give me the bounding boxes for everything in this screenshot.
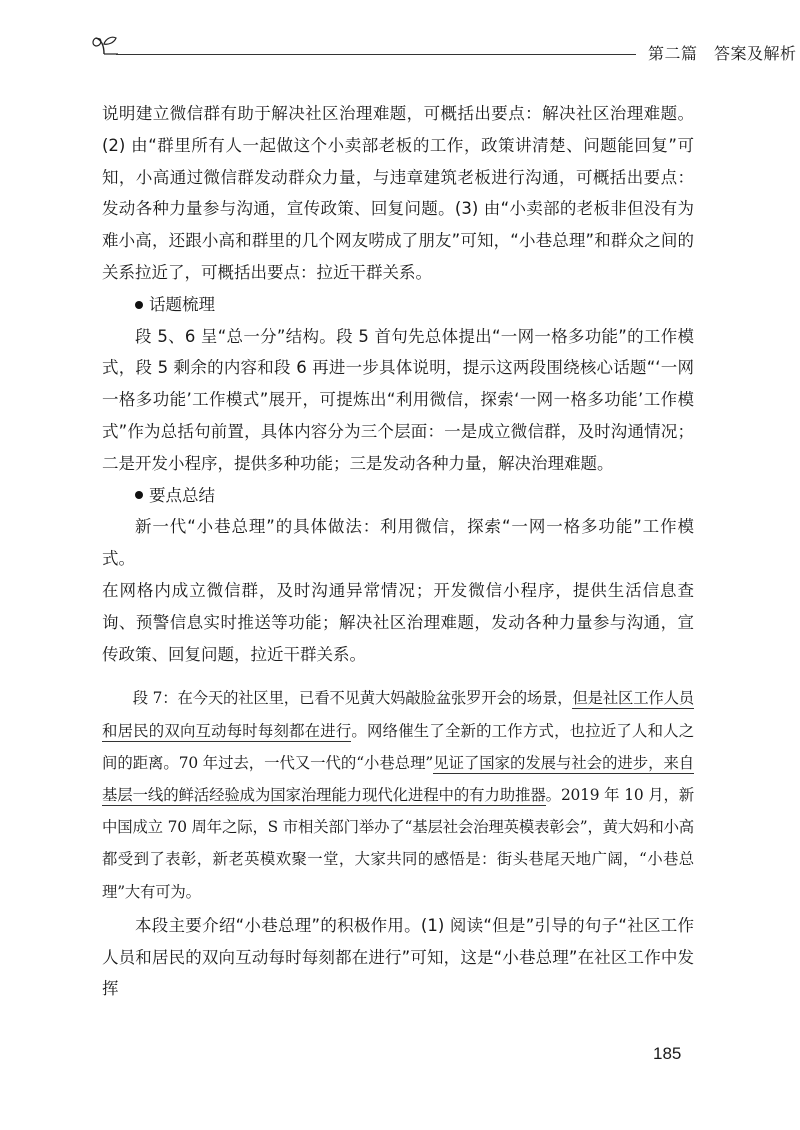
key-points-line2: 在网格内成立微信群，及时沟通异常情况；开发微信小程序，提供生活信息查询、预警信息实时推送等功能；解决社区治理难题，发动各种力量参与沟通，宣传政策、回复问题，拉近干群关系。 bbox=[102, 580, 694, 664]
page-number: 185 bbox=[653, 1044, 682, 1063]
key-points-line1: 新一代“小巷总理”的具体做法：利用微信，探索“一网一格多功能”工作模式。 bbox=[102, 517, 694, 569]
section-title: 第二篇 答案及解析 bbox=[648, 44, 797, 63]
passage7-mid2: 。2019 年 10 月，新中国成立 70 周年之际，S 市相关部门举办了“基层社会治理英模表彰会”，黄大妈和小高都受到了表彰，新老英模欢聚一堂，大家共同的感悟是：街头巷尾天地广阔，“小巷总理”大有可为。 bbox=[102, 785, 694, 901]
analysis7-paragraph: 本段主要介绍“小巷总理”的积极作用。(1) 阅读“但是”引导的句子“社区工作人员和居民的双向互动每时每刻都在进行”可知，这是“小巷总理”在社区工作中发挥 bbox=[102, 915, 694, 999]
intro-block bbox=[102, 98, 694, 289]
sprout-icon bbox=[90, 30, 124, 60]
key-points-block bbox=[102, 511, 694, 670]
passage7-underline2: 见证了国家的发展与社会的进步，来自基层一线的鲜活经验成为国家治理能力现代化进程中的有力助推器 bbox=[102, 753, 694, 804]
topic-sorting-heading bbox=[102, 289, 694, 321]
passage7-mid1: 。网络催生了全新的工作方式，也拉近了人和人之间的距离。70 年过去，一代又一代的“小巷总理” bbox=[102, 721, 694, 772]
key-points-heading-text: 要点总结 bbox=[149, 485, 215, 505]
topic-sorting-block bbox=[102, 321, 694, 480]
passage7-intro: 段 7：在今天的社区里，已看不见黄大妈敲脸盆张罗开会的场景， bbox=[132, 689, 573, 708]
bullet-icon bbox=[135, 301, 143, 309]
passage7-paragraph bbox=[102, 682, 694, 907]
page-header bbox=[90, 30, 797, 63]
passage7-block bbox=[102, 682, 694, 907]
header-rule bbox=[116, 54, 636, 55]
analysis7-block bbox=[102, 910, 694, 1005]
topic-sorting-heading-text: 话题梳理 bbox=[149, 294, 215, 314]
page-content bbox=[102, 98, 694, 1005]
intro-paragraph: 说明建立微信群有助于解决社区治理难题，可概括出要点：解决社区治理难题。(2) 由“群里所有人一起做这个小卖部老板的工作，政策讲清楚、问题能回复”可知，小高通过微信群发动群众力量，与违章建筑老板进行沟通，可概括出要点：发动各种力量参与沟通，宣传政策、回复问题。(3) 由“小卖部的老板非但没有为难小高，还跟小高和群里的几个网友唠成了朋友”可知，“小巷总理”和群众之间的关系拉近了，可概括出要点：拉近干群关系。 bbox=[102, 104, 694, 282]
key-points-heading bbox=[102, 480, 694, 512]
topic-sorting-paragraph: 段 5、6 呈“总一分”结构。段 5 首句先总体提出“一网一格多功能”的工作模式，段 5 剩余的内容和段 6 再进一步具体说明，提示这两段围绕核心话题“‘一网一格多功能’工作模式”展开，可提炼出“利用微信，探索‘一网一格多功能’工作模式”作为总括句前置，具体内容分为三个层面：一是成立微信群，及时沟通情况；二是开发小程序，提供多种功能；三是发动各种力量，解决治理难题。 bbox=[102, 326, 694, 473]
passage7-underline1: 但是社区工作人员和居民的双向互动每时每刻都在进行 bbox=[102, 689, 695, 740]
bullet-icon bbox=[135, 491, 143, 499]
